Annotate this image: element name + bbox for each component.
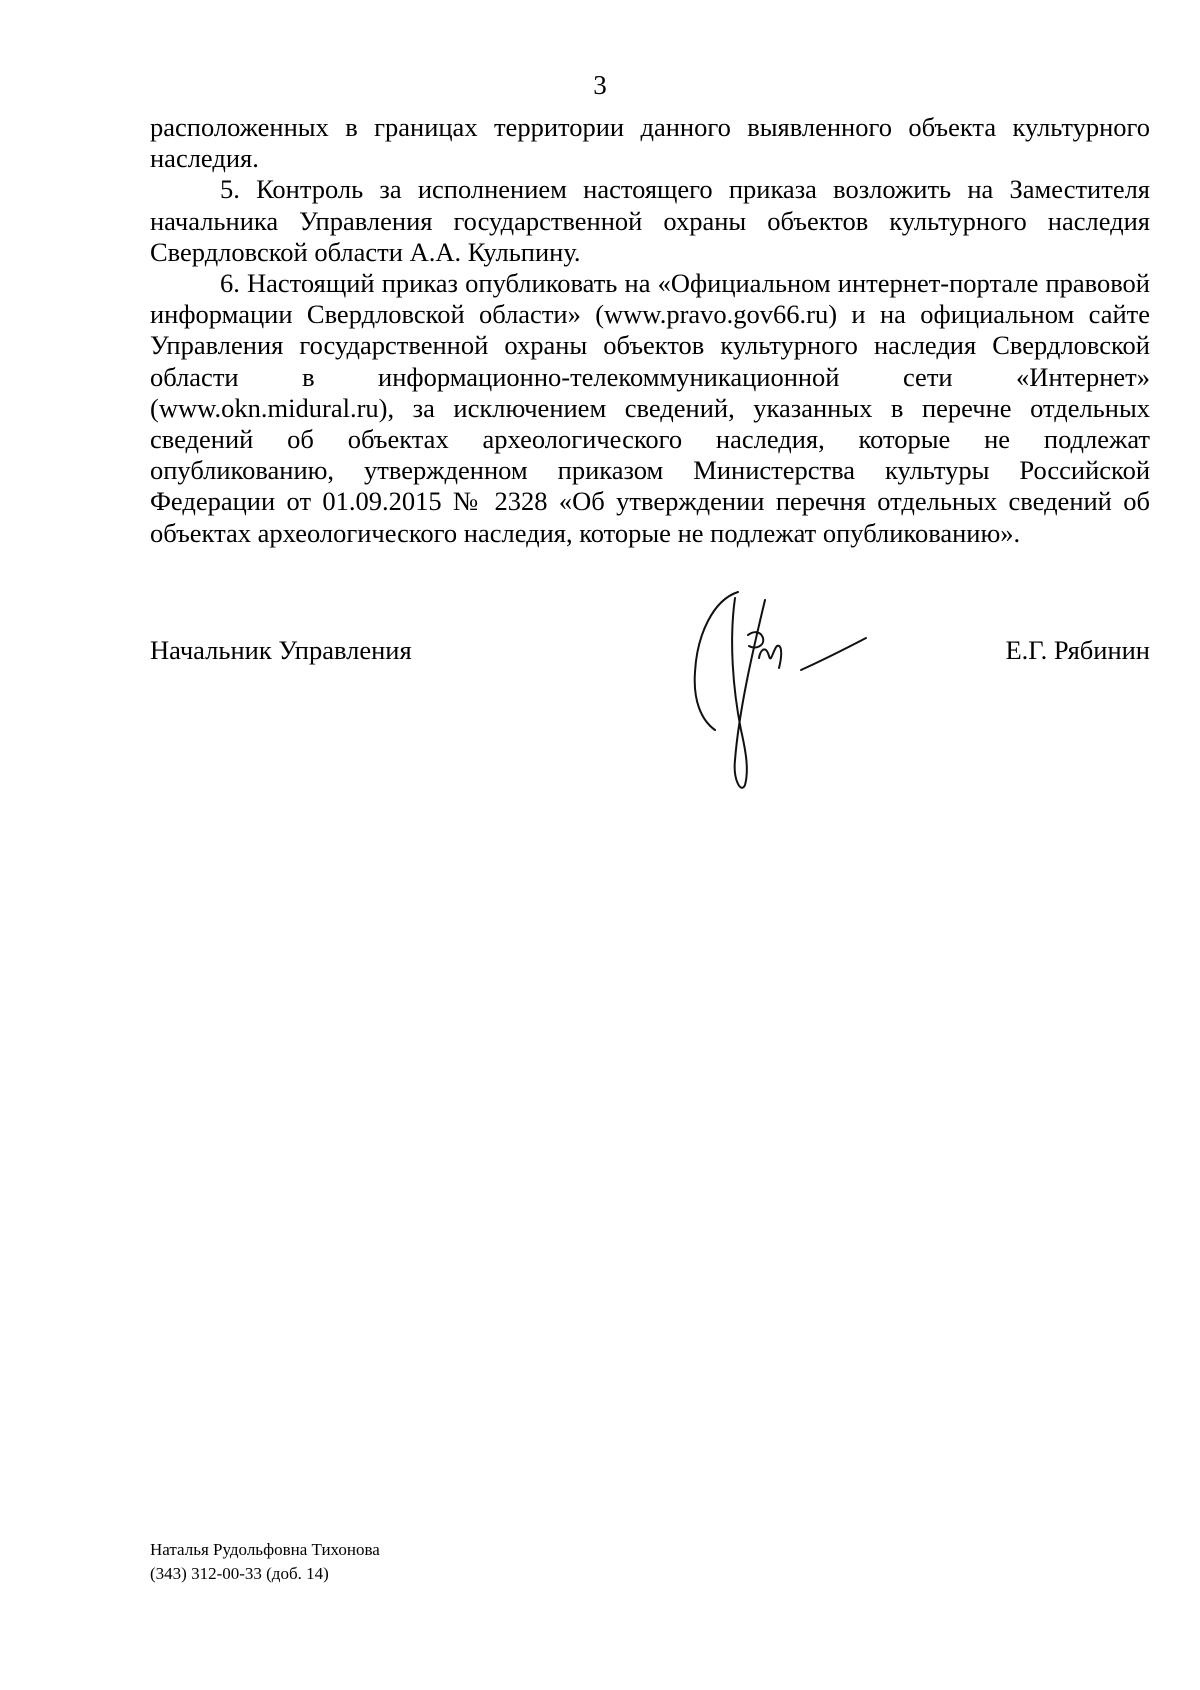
executor-info	[150, 1538, 380, 1586]
document-body	[150, 112, 1150, 549]
paragraph-item-6: 6. Настоящий приказ опубликовать на «Официальном интернет-портале правовой информации Свердловской области» (www.pravo.gov66.ru) и на официальном сайте Управления государственной охраны объектов культурного наследия Свердловской области в информационно-телекоммуникационной сети «Интернет» (www.okn.midural.ru), за исключением сведений, указанных в перечне отдельных сведений об объектах археологического наследия, которые не подлежат опубликованию, утвержденном приказом Министерства культуры Российской Федерации от 01.09.2015 № 2328 «Об утверждении перечня отдельных сведений об объектах археологического наследия, которые не подлежат опубликованию».	[150, 268, 1150, 548]
page-number: 3	[593, 70, 607, 100]
signer-name: Е.Г. Рябинин	[1005, 635, 1150, 665]
executor-name: Наталья Рудольфовна Тихонова	[150, 1540, 380, 1559]
paragraph-item-5: 5. Контроль за исполнением настоящего приказа возложить на Заместителя начальника Управления государственной охраны объектов культурного наследия Свердловской области А.А. Кульпину.	[150, 174, 1150, 267]
handwritten-signature	[693, 580, 908, 805]
signer-position: Начальник Управления	[150, 635, 412, 665]
paragraph-continuation: расположенных в границах территории данного выявленного объекта культурного наследия.	[150, 112, 1150, 174]
executor-phone: (343) 312-00-33 (доб. 14)	[150, 1564, 329, 1583]
